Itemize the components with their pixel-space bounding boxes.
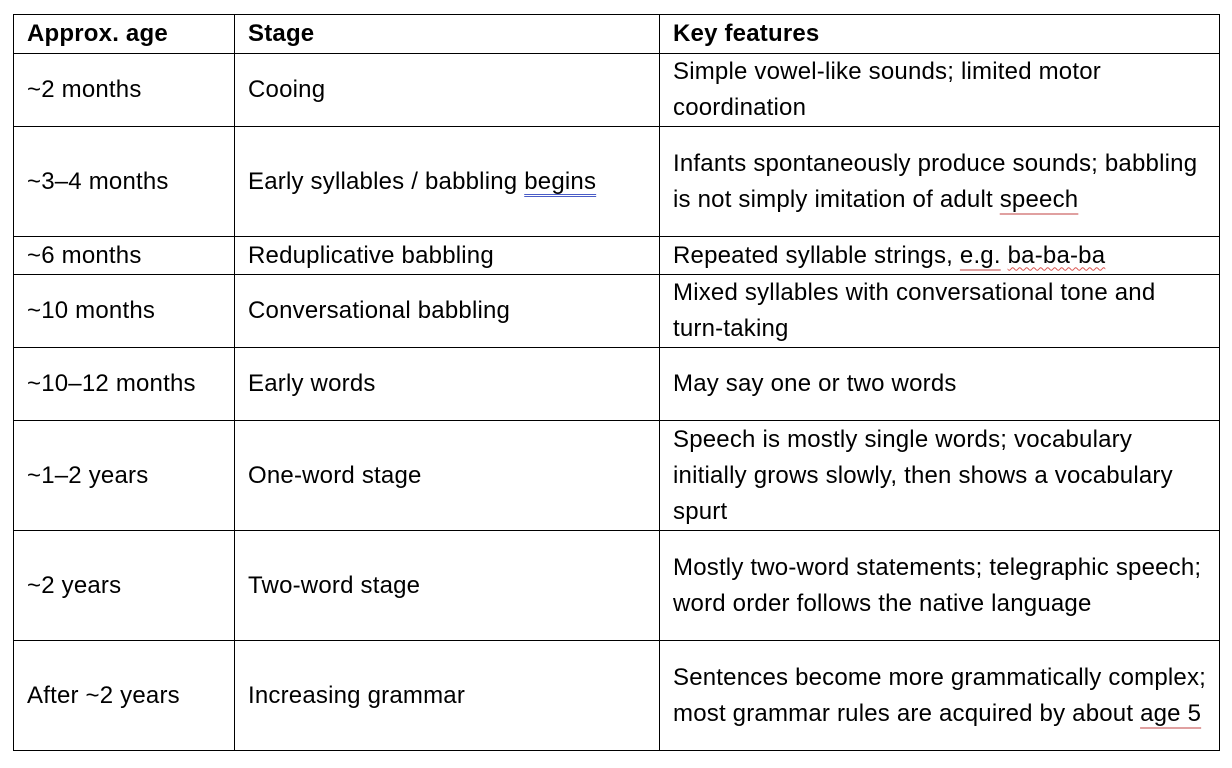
spelling-flagged-word[interactable]: ba-ba-ba xyxy=(1007,241,1106,269)
stage-cell: Two-word stage xyxy=(235,531,660,641)
stage-cell: Conversational babbling xyxy=(235,275,660,348)
stage-cell: Early words xyxy=(235,348,660,421)
features-cell xyxy=(660,641,1220,751)
table-row xyxy=(14,421,1220,531)
features-cell xyxy=(660,127,1220,237)
features-cell: Mostly two-word statements; telegraphic speech; word order follows the native language xyxy=(660,531,1220,641)
table-row xyxy=(14,54,1220,127)
flagged-word[interactable]: speech xyxy=(999,185,1079,213)
language-stages-table xyxy=(13,14,1220,751)
features-cell: May say one or two words xyxy=(660,348,1220,421)
stage-cell: One-word stage xyxy=(235,421,660,531)
table-row xyxy=(14,275,1220,348)
table-row xyxy=(14,127,1220,237)
stage-cell: Cooing xyxy=(235,54,660,127)
features-text: Sentences become more grammatically complex; most grammar rules are acquired by about xyxy=(673,663,1207,727)
grammar-flagged-word[interactable]: begins xyxy=(524,167,597,195)
flagged-word[interactable]: e.g. xyxy=(959,241,1001,269)
header-stage: Stage xyxy=(235,15,660,54)
age-cell: ~3–4 months xyxy=(14,127,235,237)
table-row xyxy=(14,531,1220,641)
age-cell: ~6 months xyxy=(14,237,235,275)
table-row xyxy=(14,348,1220,421)
age-cell: After ~2 years xyxy=(14,641,235,751)
features-cell: Simple vowel-like sounds; limited motor coordination xyxy=(660,54,1220,127)
features-cell: Speech is mostly single words; vocabulary initially grows slowly, then shows a vocabulary spurt xyxy=(660,421,1220,531)
table-header-row xyxy=(14,15,1220,54)
features-separator xyxy=(1001,242,1008,269)
header-features: Key features xyxy=(660,15,1220,54)
header-age: Approx. age xyxy=(14,15,235,54)
stage-cell: Reduplicative babbling xyxy=(235,237,660,275)
stage-cell xyxy=(235,127,660,237)
age-cell: ~2 years xyxy=(14,531,235,641)
age-cell: ~1–2 years xyxy=(14,421,235,531)
flagged-word[interactable]: age 5 xyxy=(1140,699,1202,727)
stage-text: Early syllables / babbling xyxy=(248,167,525,195)
features-cell: Mixed syllables with conversational tone and turn-taking xyxy=(660,275,1220,348)
features-cell xyxy=(660,237,1220,275)
age-cell: ~10–12 months xyxy=(14,348,235,421)
age-cell: ~10 months xyxy=(14,275,235,348)
table-row xyxy=(14,237,1220,275)
stage-cell: Increasing grammar xyxy=(235,641,660,751)
features-text: Repeated syllable strings, xyxy=(673,241,960,269)
table-row xyxy=(14,641,1220,751)
age-cell: ~2 months xyxy=(14,54,235,127)
features-text: Infants spontaneously produce sounds; babbling is not simply imitation of adult xyxy=(673,149,1198,213)
